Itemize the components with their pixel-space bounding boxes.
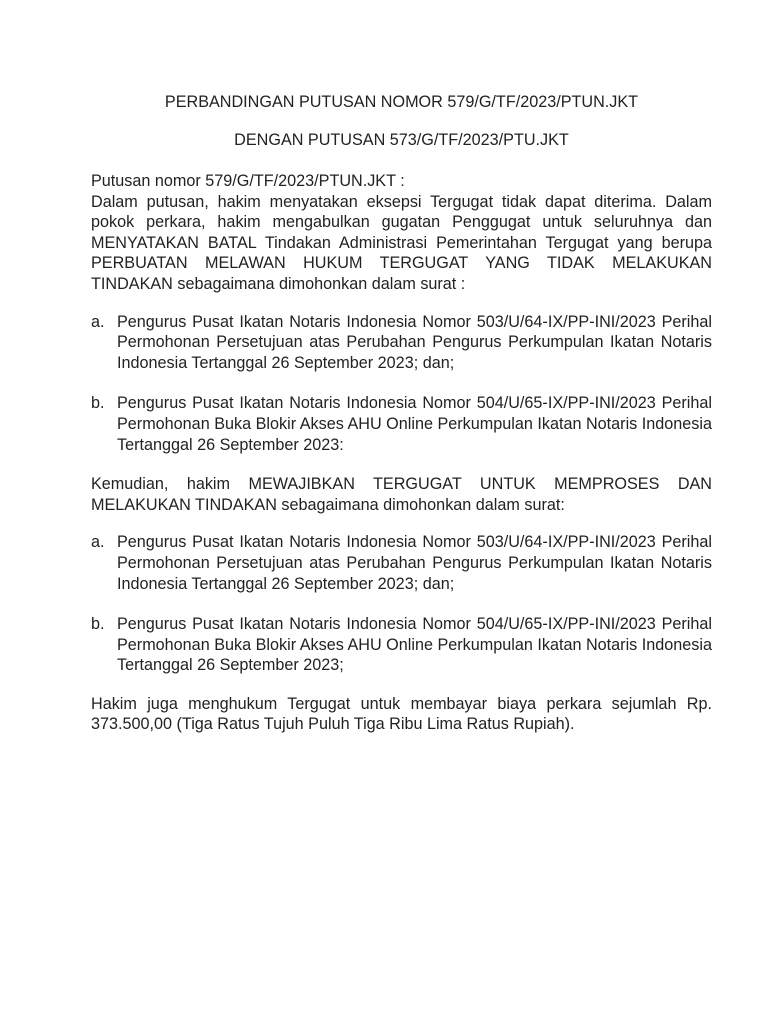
list-marker: b. [91,394,105,413]
document-title-line-2: DENGAN PUTUSAN 573/G/TF/2023/PTU.JKT [234,131,569,149]
document-page [91,92,712,735]
decision-subheading: Putusan nomor 579/G/TF/2023/PTUN.JKT : [91,172,405,190]
list-marker: a. [91,533,105,552]
list-first-letters [91,312,712,456]
list-item [91,312,712,374]
paragraph-kemudian: Kemudian, hakim MEWAJIBKAN TERGUGAT UNTUK MEMPROSES DAN MELAKUKAN TINDAKAN sebagaimana dimohonkan dalam surat: [91,475,712,514]
list-marker: a. [91,312,105,331]
paragraph-dalam-putusan: Dalam putusan, hakim menyatakan eksepsi Tergugat tidak dapat diterima. Dalam pokok perkara, hakim mengabulkan gugatan Penggugat untuk seluruhnya dan MENYATAKAN BATAL Tindakan Administrasi Pemerintahan Tergugat yang berupa PERBUATAN MELAWAN HUKUM TERGUGAT YANG TIDAK MELAKUKAN TINDAKAN sebagaimana dimohonkan dalam surat : [91,192,712,293]
list-item-text: Pengurus Pusat Ikatan Notaris Indonesia Nomor 503/U/64-IX/PP-INI/2023 Perihal Permohonan Persetujuan atas Perubahan Pengurus Perkumpulan Ikatan Notaris Indonesia Tertanggal 26 September 2023; dan; [117,312,712,372]
list-marker: b. [91,615,105,634]
document-title-line-1: PERBANDINGAN PUTUSAN NOMOR 579/G/TF/2023/PTUN.JKT [164,93,639,111]
list-item-text: Pengurus Pusat Ikatan Notaris Indonesia Nomor 504/U/65-IX/PP-INI/2023 Perihal Permohonan Buka Blokir Akses AHU Online Perkumpulan Ikatan Notaris Indonesia Tertanggal 26 September 2023; [117,615,712,675]
list-item-text: Pengurus Pusat Ikatan Notaris Indonesia Nomor 503/U/64-IX/PP-INI/2023 Perihal Permohonan Persetujuan atas Perubahan Pengurus Perkumpulan Ikatan Notaris Indonesia Tertanggal 26 September 2023; dan; [117,533,712,593]
paragraph-hakim-biaya-perkara: Hakim juga menghukum Tergugat untuk membayar biaya perkara sejumlah Rp. 373.500,00 (Tiga Ratus Tujuh Puluh Tiga Ribu Lima Ratus Rupiah). [91,694,712,734]
list-item-text: Pengurus Pusat Ikatan Notaris Indonesia Nomor 504/U/65-IX/PP-INI/2023 Perihal Permohonan Buka Blokir Akses AHU Online Perkumpulan Ikatan Notaris Indonesia Tertanggal 26 September 2023: [117,394,712,454]
list-second-letters [91,532,712,676]
list-item [91,393,712,455]
list-item [91,614,712,676]
list-item [91,532,712,594]
